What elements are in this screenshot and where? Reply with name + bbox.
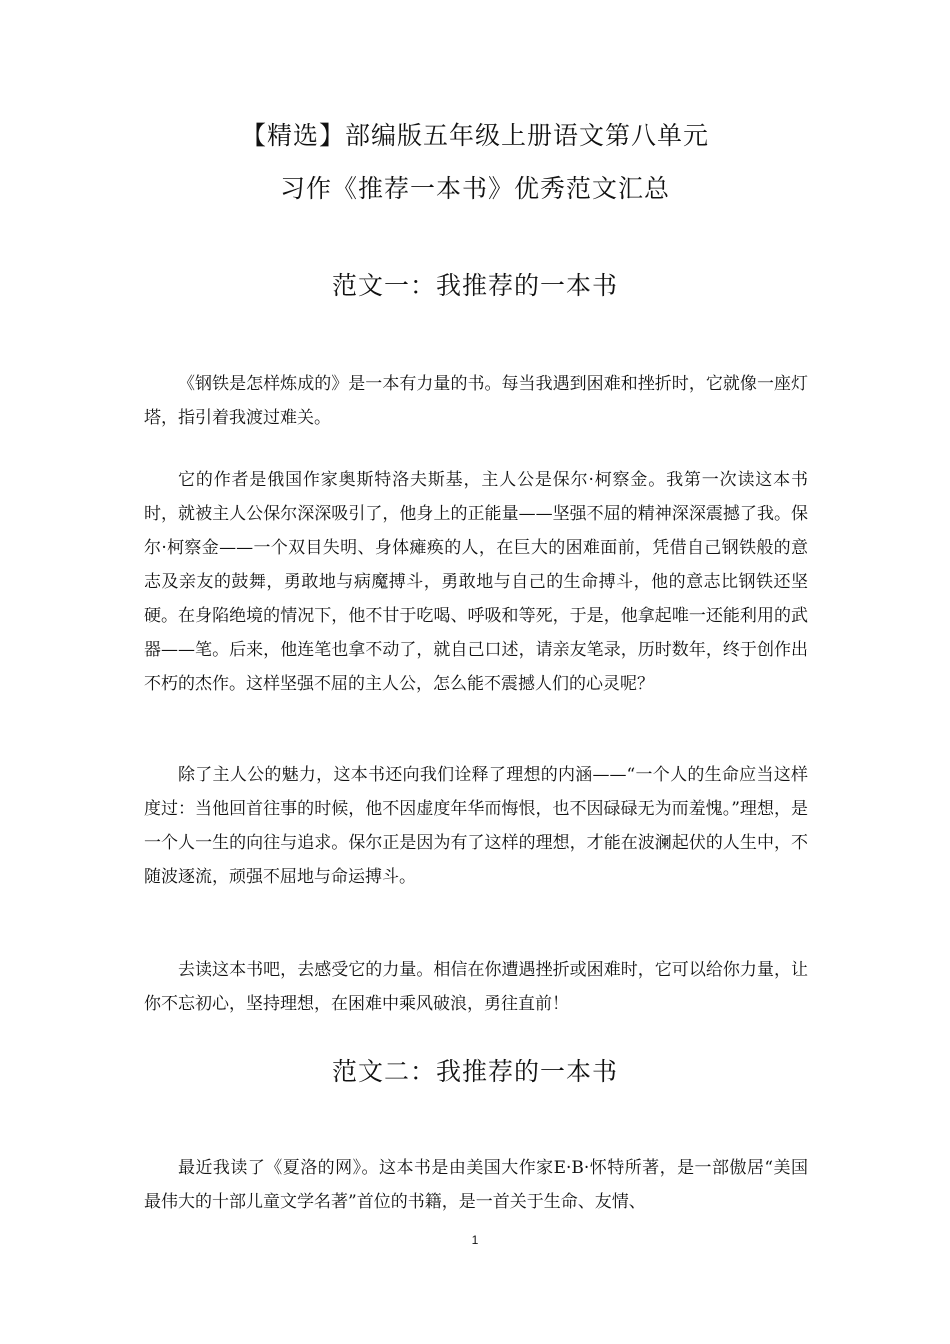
essay-1-paragraph-3: 除了主人公的魅力，这本书还向我们诠释了理想的内涵——“一个人的生命应当这样度过：当他回首往事的时候，他不因虚度年华而悔恨，也不因碌碌无为而羞愧。”理想，是一个人一生的向往与追求。保尔正是因为有了这样的理想，才能在波澜起伏的人生中，不随波逐流，顽强不屈地与命运搏斗。 [144, 765, 808, 887]
essay-1-paragraph-4: 去读这本书吧，去感受它的力量。相信在你遭遇挫折或困难时，它可以给你力量，让你不忘初心，坚持理想，在困难中乘风破浪，勇往直前！ [144, 960, 808, 1014]
essay-2-title: 范文二：我推荐的一本书 [331, 1057, 618, 1086]
essay-1-paragraph-1: 《钢铁是怎样炼成的》是一本有力量的书。每当我遇到困难和挫折时，它就像一座灯塔，指引着我渡过难关。 [144, 374, 808, 428]
essay-1-paragraph-2: 它的作者是俄国作家奥斯特洛夫斯基，主人公是保尔·柯察金。我第一次读这本书时，就被主人公保尔深深吸引了，他身上的正能量——坚强不屈的精神深深震撼了我。保尔·柯察金——一个双目失明、身体瘫痪的人，在巨大的困难面前，凭借自己钢铁般的意志及亲友的鼓舞，勇敢地与病魔搏斗，勇敢地与自己的生命搏斗，他的意志比钢铁还坚硬。在身陷绝境的情况下，他不甘于吃喝、呼吸和等死，于是，他拿起唯一还能利用的武器——笔。后来，他连笔也拿不动了，就自己口述，请亲友笔录，历时数年，终于创作出不朽的杰作。这样坚强不屈的主人公，怎么能不震撼人们的心灵呢？ [144, 470, 808, 694]
document-title-line-2: 习作《推荐一本书》优秀范文汇总 [279, 174, 670, 203]
essay-2-paragraph-1: 最近我读了《夏洛的网》。这本书是由美国大作家E·B·怀特所著，是一部傲居“美国最伟大的十部儿童文学名著”首位的书籍，是一首关于生命、友情、 [144, 1158, 808, 1212]
document-title-line-1: 【精选】部编版五年级上册语文第八单元 [240, 121, 709, 150]
essay-1-title: 范文一：我推荐的一本书 [331, 271, 618, 300]
page-number: 1 [471, 1233, 479, 1247]
